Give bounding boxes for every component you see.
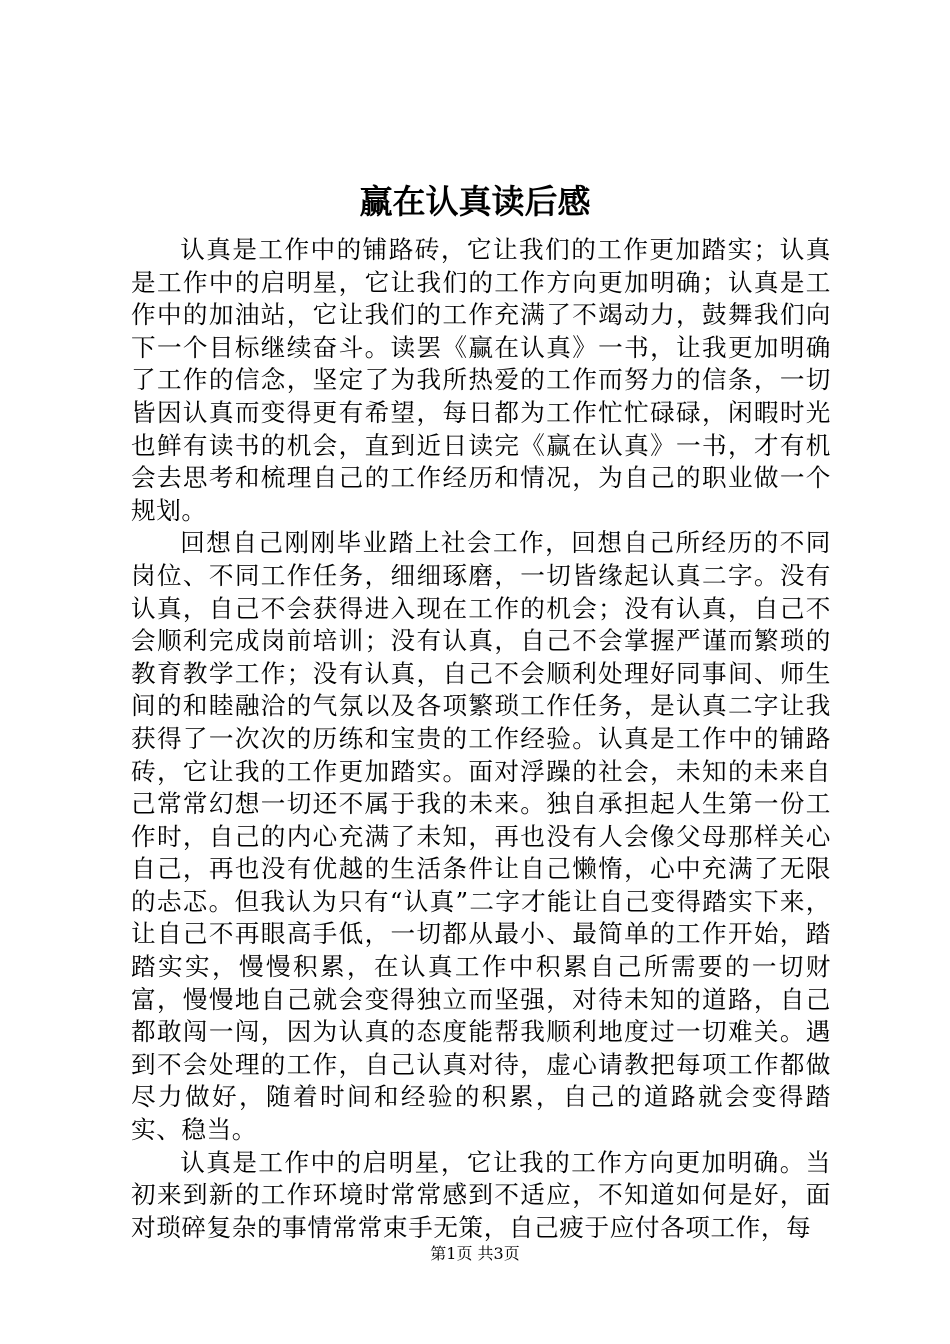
document-title: 赢在认真读后感: [359, 182, 591, 221]
paragraph: 回想自己刚刚毕业踏上社会工作，回想自己所经历的不同岗位、不同工作任务，细细琢磨，一切皆缘起认真二字。没有认真，自己不会获得进入现在工作的机会；没有认真，自己不会顺利完成岗前培训；没有认真，自己不会掌握严谨而繁琐的教育教学工作；没有认真，自己不会顺利处理好同事间、师生间的和睦融洽的气氛以及各项繁琐工作任务，是认真二字让我获得了一次次的历练和宝贵的工作经验。认真是工作中的铺路砖，它让我的工作更加踏实。面对浮躁的社会，未知的未来自己常常幻想一切还不属于我的未来。独自承担起人生第一份工作时，自己的内心充满了未知，再也没有人会像父母那样关心自己，再也没有优越的生活条件让自己懒惰，心中充满了无限的忐忑。但我认为只有“认真”二字才能让自己变得踏实下来，让自己不再眼高手低，一切都从最小、最简单的工作开始，踏踏实实，慢慢积累，在认真工作中积累自己所需要的一切财富，慢慢地自己就会变得独立而坚强，对待未知的道路，自己都敢闯一闯，因为认真的态度能帮我顺利地度过一切难关。遇到不会处理的工作，自己认真对待，虚心请教把每项工作都做尽力做好，随着时间和经验的积累，自己的道路就会变得踏实、稳当。: [131, 528, 831, 1145]
paragraph: 认真是工作中的铺路砖，它让我们的工作更加踏实；认真是工作中的启明星，它让我们的工作方向更加明确；认真是工作中的加油站，它让我们的工作充满了不竭动力，鼓舞我们向下一个目标继续奋斗。读罢《赢在认真》一书，让我更加明确了工作的信念，坚定了为我所热爱的工作而努力的信条，一切皆因认真而变得更有希望，每日都为工作忙忙碌碌，闲暇时光也鲜有读书的机会，直到近日读完《赢在认真》一书，才有机会去思考和梳理自己的工作经历和情况，为自己的职业做一个规划。: [131, 235, 831, 525]
page-number-footer: 第1页 共3页: [430, 1244, 520, 1263]
paragraph: 认真是工作中的启明星，它让我的工作方向更加明确。当初来到新的工作环境时常常感到不适应，不知道如何是好，面对琐碎复杂的事情常常束手无策，自己疲于应付各项工作，每: [131, 1147, 831, 1242]
document-body: [131, 234, 831, 1244]
